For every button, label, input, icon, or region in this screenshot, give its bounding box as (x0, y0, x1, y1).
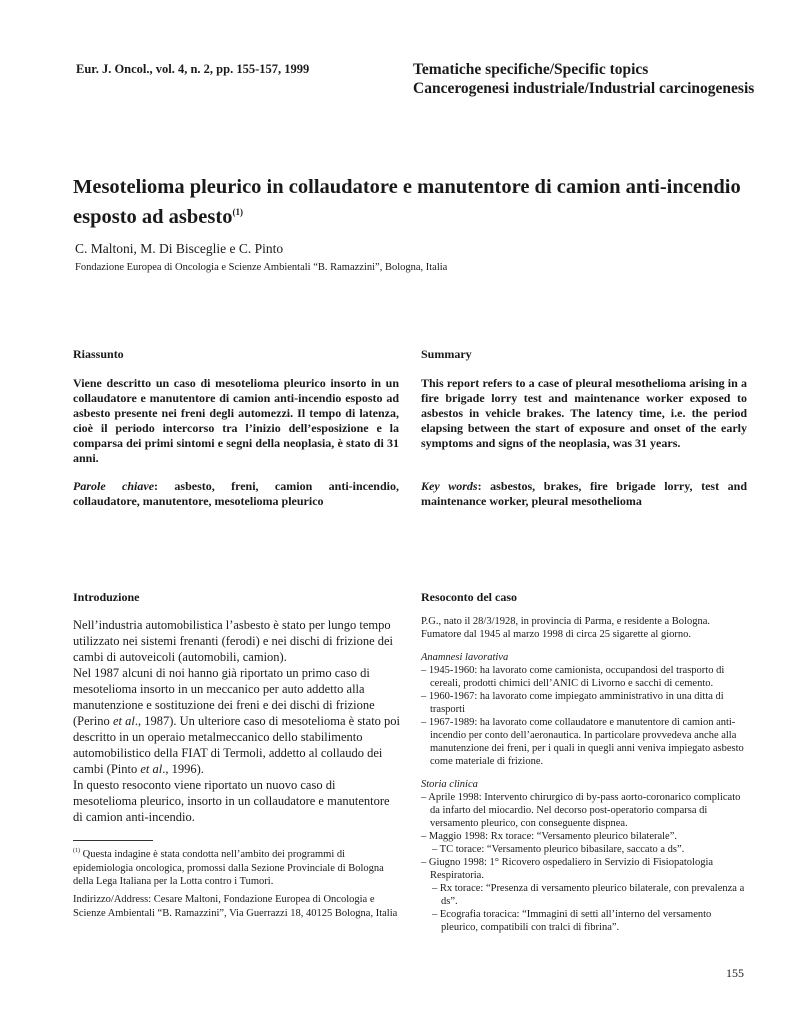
storia-heading: Storia clinica (421, 779, 478, 790)
storia-item: – Rx torace: “Presenza di versamento pleurico bilaterale, con prevalenza a ds”. (432, 883, 745, 907)
anamnesi-heading: Anamnesi lavorativa (421, 652, 509, 663)
topic-line-2: Cancerogenesi industriale/Industrial carcinogenesis (413, 80, 755, 97)
storia-item: – Aprile 1998: Intervento chirurgico di by-pass aorto-coronarico complicato da infarto del miocardio. Nel decorso post-operatorio comparsa di versamento pleurico, con conseguente dispnea. (421, 792, 741, 829)
intro-paragraph-3: In questo resoconto viene riportato un nuovo caso di mesotelioma pleurico, insorto in un collaudatore e manutentore di camion anti-incendio. (73, 778, 390, 824)
topic-line-1: Tematiche specifiche/Specific topics (413, 61, 649, 78)
keywords-list-it: : asbesto, freni, camion anti-incendio, collaudatore, manutentore, mesotelioma pleurico (73, 479, 399, 508)
title-footnote-marker: (1) (232, 207, 243, 217)
article-title (73, 175, 753, 230)
intro-p2-text-b: ., 1987). Un ulteriore caso di mesotelioma è stato poi descritto in un operaio metalmeccanico dello stabilimento automobilistico della FIAT di Termoli, addetto al collaudo dei cambi (Pinto (73, 714, 401, 776)
introduzione-body (73, 617, 401, 825)
storia-item: – Maggio 1998: Rx torace: “Versamento pleurico bilaterale”. (421, 831, 677, 842)
anamnesi-item: – 1967-1989: ha lavorato come collaudatore e manutentore di camion anti-incendio per conto dell’aeronautica. In particolare provvedeva anche alla manutenzione dei freni, per i quali in quegli anni veniva impiegato asbesto come materiale di frizione. (421, 717, 744, 767)
authors: C. Maltoni, M. Di Bisceglie e C. Pinto (75, 241, 284, 256)
intro-p2-etal-2: et al (140, 762, 163, 776)
riassunto-text: Viene descritto un caso di mesotelioma pleurico insorto in un collaudatore e manutentore di camion anti-incendio esposto ad asbesto presente nei freni degli automezzi. Il tempo di latenza, cioè il periodo intercorso tra l’inizio dell’esposizione e la comparsa dei primi sintomi e segni della neoplasia, è stato di 31 anni. (73, 376, 399, 465)
intro-paragraph-1: Nell’industria automobilistica l’asbesto è stato per lungo tempo utilizzato nei sistemi frenanti (ferodi) e nei dischi di frizione dei cambi di autoveicoli (automobili, camion). (73, 618, 394, 664)
summary-keywords (421, 479, 747, 509)
keywords-list-en: : asbestos, brakes, fire brigade lorry, test and maintenance worker, pleural mesothelioma (421, 479, 748, 508)
introduzione-heading: Introduzione (73, 590, 140, 604)
riassunto-keywords (73, 479, 399, 509)
intro-paragraph-2 (73, 665, 401, 777)
anamnesi-list (421, 664, 749, 768)
storia-list (421, 791, 749, 934)
page-number: 155 (726, 966, 744, 980)
journal-citation: Eur. J. Oncol., vol. 4, n. 2, pp. 155-157, 1999 (76, 62, 310, 76)
summary-text: This report refers to a case of pleural mesothelioma arising in a fire brigade lorry test and maintenance worker exposed to asbestos in vehicle brakes. The latency time, i.e. the period elapsing between the start of exposure and onset of the early symptoms and signs of the neoplasia, was 31 years. (421, 376, 747, 450)
footnote (73, 845, 401, 889)
correspondence-address: Indirizzo/Address: Cesare Maltoni, Fondazione Europea di Oncologia e Scienze Ambientali “B. Ramazzini”, Via Guerrazzi 18, 40125 Bologna, Italia (73, 894, 398, 919)
keywords-label-en: Key words (421, 479, 478, 493)
anamnesi-item: – 1945-1960: ha lavorato come camionista, occupandosi del trasporto di cereali, prodotti chimici dell’ANIC di Livorno e sacchi di cemento. (421, 665, 725, 689)
storia-item: – Ecografia toracica: “Immagini di setti all’interno del versamento pleurico, compatibili con tralci di fibrina”. (432, 909, 712, 933)
storia-item: – Giugno 1998: 1° Ricovero ospedaliero in Servizio di Fisiopatologia Respiratoria. (421, 857, 714, 881)
footnote-rule (73, 840, 153, 841)
keywords-label-it: Parole chiave (73, 479, 155, 493)
affiliation: Fondazione Europea di Oncologia e Scienze Ambientali “B. Ramazzini”, Bologna, Italia (75, 262, 448, 273)
summary-heading: Summary (421, 347, 472, 361)
article-title-text: Mesotelioma pleurico in collaudatore e manutentore di camion anti-incendio esposto ad asbesto (73, 176, 741, 228)
storia-item: – TC torace: “Versamento pleurico bibasilare, saccato a ds”. (432, 844, 685, 855)
topic-header (413, 60, 754, 98)
intro-p2-text-c: ., 1996). (162, 762, 204, 776)
footnote-text: Questa indagine è stata condotta nell’ambito dei programmi di epidemiologia oncologica, promossi dalla Sezione Provinciale di Bologna della Lega Italiana per la Lotta contro i Tumori. (73, 849, 384, 887)
intro-p2-text-a: Nel 1987 alcuni di noi hanno già riportato un primo caso di mesotelioma insorto in un meccanico per auto addetto alla manutenzione e sostituzione dei freni e dei dischi di frizione (Perino (73, 666, 375, 728)
anamnesi-item: – 1960-1967: ha lavorato come impiegato amministrativo in una ditta di trasporti (421, 691, 724, 715)
footnote-marker: (1) (73, 848, 80, 854)
case-intro: P.G., nato il 28/3/1928, in provincia di Parma, e residente a Bologna. Fumatore dal 1945 al marzo 1998 di circa 25 sigarette al giorno. (421, 616, 710, 640)
resoconto-body (421, 615, 749, 934)
riassunto-heading: Riassunto (73, 347, 124, 361)
intro-p2-etal-1: et al (112, 714, 135, 728)
resoconto-heading: Resoconto del caso (421, 590, 517, 604)
